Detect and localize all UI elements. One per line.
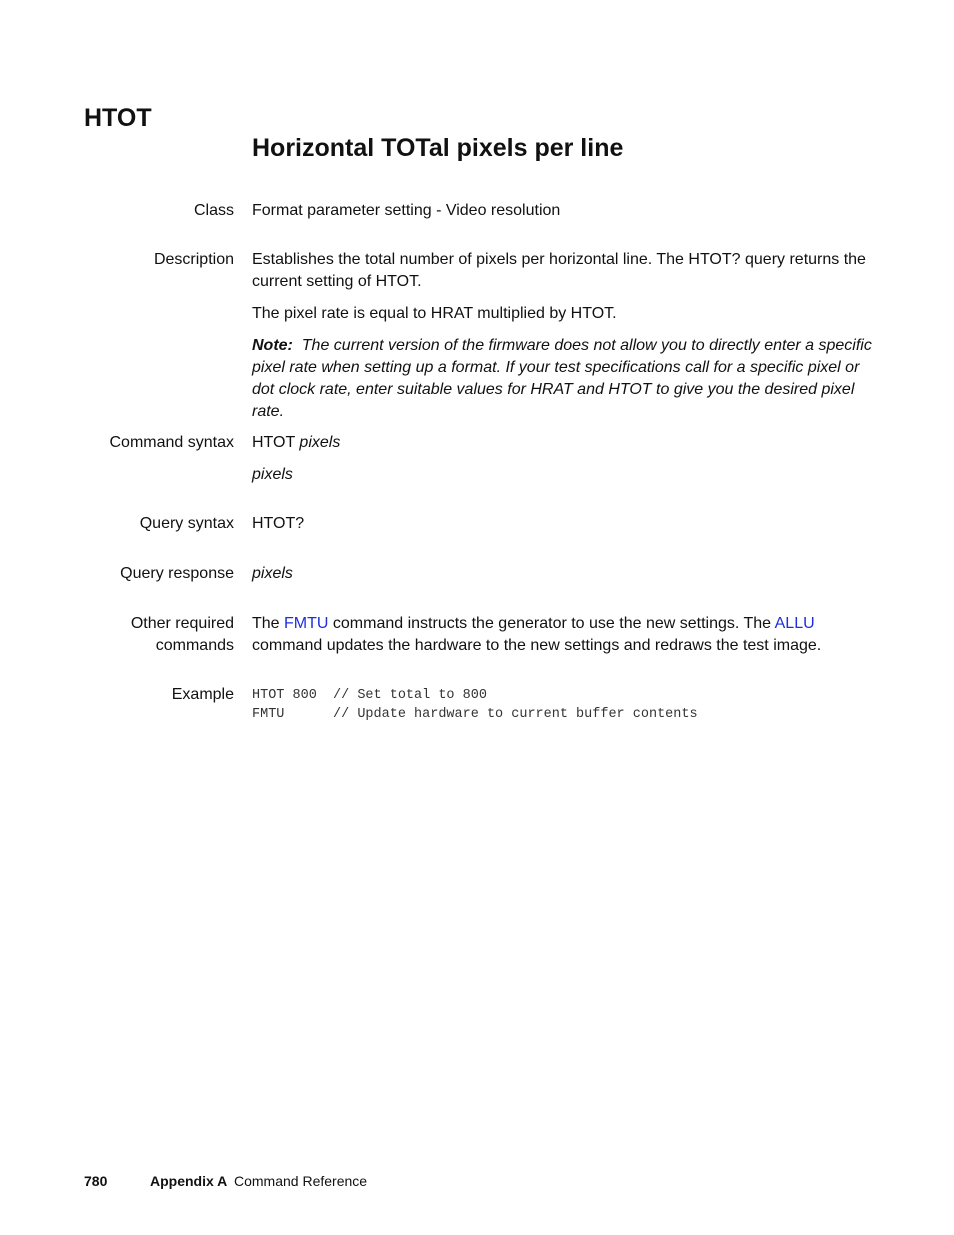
other-required-text-3: command updates the hardware to the new settings and redraws the test image.: [252, 637, 822, 654]
class-value: Format parameter setting - Video resolution: [252, 202, 561, 219]
query-response-value: [252, 563, 877, 585]
footer-appendix: Appendix A: [150, 1173, 228, 1189]
example-line-2: FMTU // Update hardware to current buffer contents: [252, 707, 698, 722]
allu-link[interactable]: ALLU: [774, 615, 815, 632]
other-required-label-line2: commands: [155, 637, 234, 654]
command-title: Horizontal TOTal pixels per line: [252, 134, 624, 162]
description-para-2: The pixel rate is equal to HRAT multiplied by HTOT.: [252, 305, 617, 322]
footer-section: Command Reference: [234, 1173, 368, 1189]
command-syntax-param-desc: [252, 464, 877, 486]
command-syntax-body: [252, 432, 877, 496]
class-label: Class: [193, 202, 234, 219]
note-text: The current version of the firmware does not allow you to directly enter a specific pixel rate when setting up a format. If your test specifications call for a specific pixel or dot clock rate, enter suitable values for HRAT and HTOT to give you the desired pixel rate.: [252, 337, 872, 420]
query-response-text: pixels: [252, 565, 293, 582]
description-para-1: Establishes the total number of pixels per horizontal line. The HTOT? query returns the current setting of HTOT.: [252, 251, 866, 290]
query-response-label: Query response: [120, 565, 234, 582]
param-desc-text: pixels: [252, 466, 293, 483]
other-required-text-2: command instructs the generator to use the new settings. The: [328, 615, 775, 632]
other-required-text-1: The: [252, 615, 285, 632]
query-syntax-value: HTOT?: [252, 515, 305, 532]
example-code: [252, 686, 877, 724]
page-number: 780: [84, 1173, 108, 1189]
other-required-body: [252, 613, 877, 657]
note-label: Note:: [252, 337, 293, 354]
example-label: Example: [171, 686, 234, 703]
command-syntax-param: pixels: [299, 434, 341, 451]
example-line-1: HTOT 800 // Set total to 800: [252, 688, 487, 703]
other-required-label-line1: Other required: [130, 615, 234, 632]
other-required-label: [34, 613, 234, 657]
fmtu-link[interactable]: FMTU: [284, 615, 329, 632]
command-syntax-label: Command syntax: [109, 434, 234, 451]
command-syntax-line: [252, 432, 877, 454]
description-note: [252, 335, 877, 423]
command-name: HTOT: [84, 104, 152, 132]
description-body: [252, 249, 877, 433]
command-syntax-cmd: HTOT: [252, 434, 295, 451]
description-label: Description: [153, 251, 234, 268]
query-syntax-label: Query syntax: [139, 515, 234, 532]
